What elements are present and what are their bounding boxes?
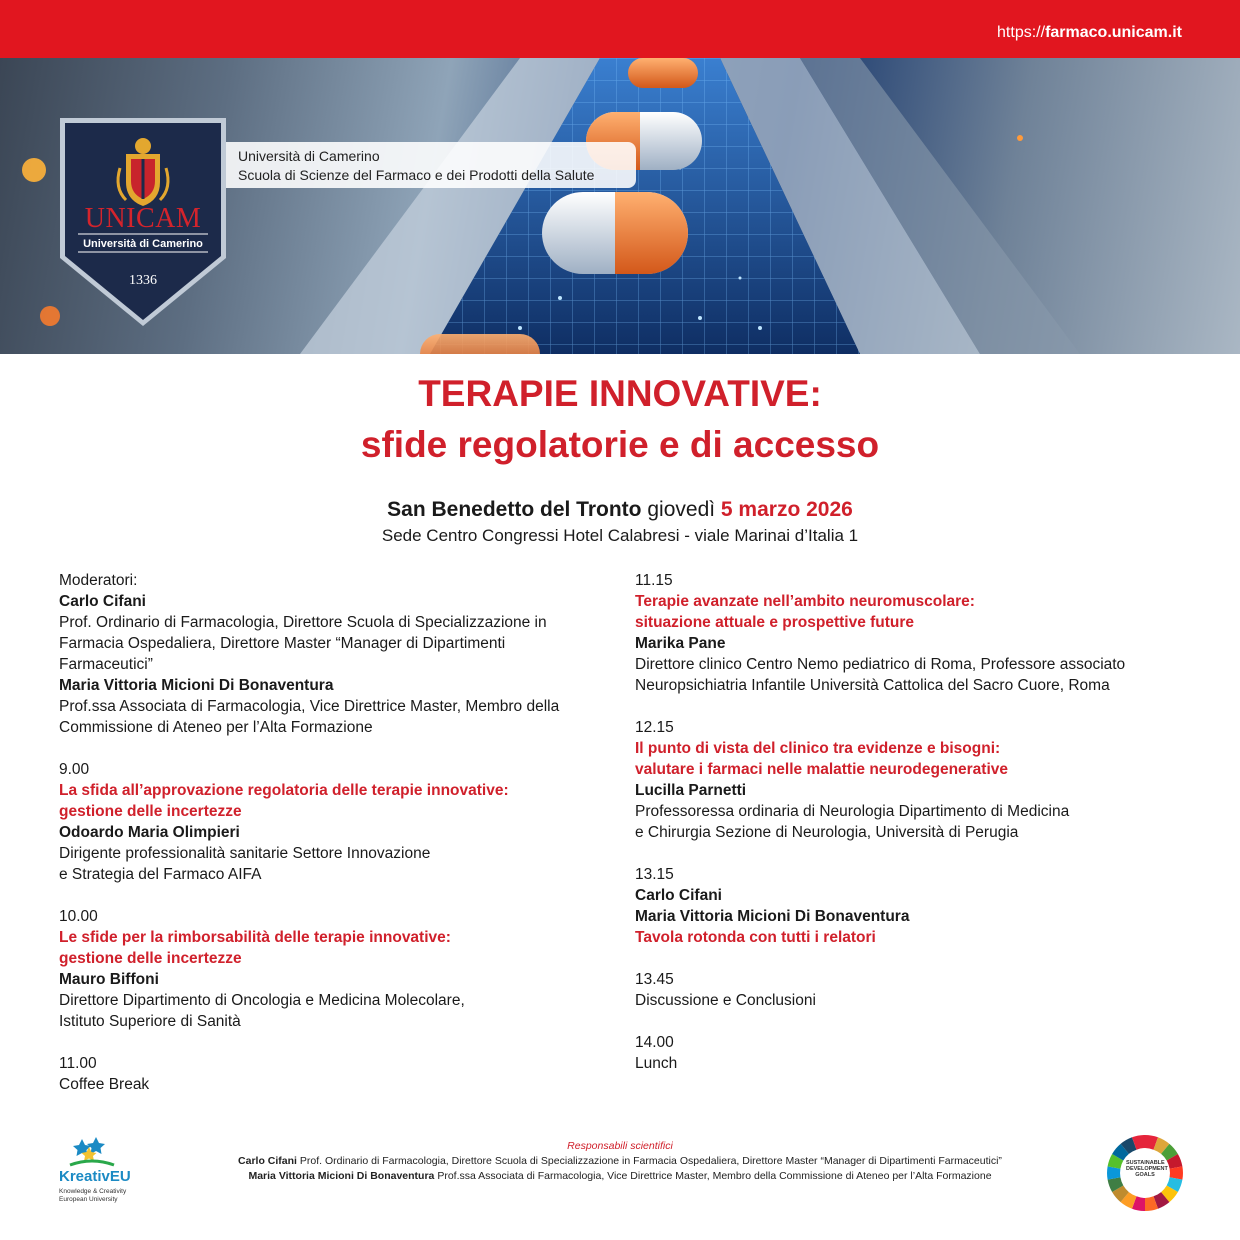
program-item-1100 <box>59 1053 599 1095</box>
moderator-role: Prof. Ordinario di Farmacologia, Direttore Scuola di Specializzazione in Farmacia Ospedaliera, Direttore Master “Manager di Dipartimenti Farmaceutici” <box>59 614 547 673</box>
footer-responsible-2 <box>0 1170 1240 1182</box>
talk-title: Terapie avanzate nell’ambito neuromuscolare: <box>635 593 975 610</box>
kreativeu-name-a: Kreativ <box>59 1168 110 1185</box>
program-time: 11.15 <box>635 572 673 589</box>
event-when <box>0 498 1240 522</box>
program-time: 10.00 <box>59 908 98 925</box>
top-bar <box>0 0 1240 58</box>
speaker-name: Carlo Cifani <box>635 887 722 904</box>
talk-title: La sfida all’approvazione regolatoria delle terapie innovative: <box>59 782 509 799</box>
moderator-role: Prof.ssa Associata di Farmacologia, Vice Direttrice Master, Membro della Commissione di Ateneo per l’Alta Formazione <box>59 698 560 736</box>
logo-name: UNICAM <box>84 203 202 234</box>
program-item-1400 <box>635 1032 1195 1074</box>
talk-title: gestione delle incertezze <box>59 803 242 820</box>
kreativeu-name-b: EU <box>109 1168 131 1185</box>
speaker-name: Maria Vittoria Micioni Di Bonaventura <box>635 908 910 925</box>
program-item-1115 <box>635 570 1195 696</box>
logo-year: 1336 <box>129 273 157 288</box>
speaker-role: Istituto Superiore di Sanità <box>59 1013 241 1030</box>
moderator-name: Carlo Cifani <box>59 593 146 610</box>
program-label: Lunch <box>635 1055 678 1072</box>
institution-box <box>226 142 636 188</box>
program-column-right <box>635 570 1195 1095</box>
institution-line-2: Scuola di Scienze del Farmaco e dei Prodotti della Salute <box>238 167 595 183</box>
speaker-role: Professoressa ordinaria di Neurologia Dipartimento di Medicina <box>635 803 1070 820</box>
speaker-role: e Strategia del Farmaco AIFA <box>59 866 262 883</box>
program-time: 14.00 <box>635 1034 674 1051</box>
speaker-role: Neuropsichiatria Infantile Università Cattolica del Sacro Cuore, Roma <box>635 677 1110 694</box>
talk-title: situazione attuale e prospettive future <box>635 614 915 631</box>
institution-line-1: Università di Camerino <box>238 148 380 164</box>
talk-title: gestione delle incertezze <box>59 950 242 967</box>
event-place: San Benedetto del Tronto <box>387 498 642 521</box>
talk-title: Il punto di vista del clinico tra evidenze e bisogni: <box>635 740 1001 757</box>
kreativeu-tagline-1: Knowledge & Creativity <box>59 1188 127 1195</box>
moderator-name: Maria Vittoria Micioni Di Bonaventura <box>59 677 334 694</box>
program-item-1315 <box>635 864 1195 948</box>
program-time: 13.15 <box>635 866 674 883</box>
kreativeu-tagline <box>59 1188 126 1204</box>
speaker-role: Direttore Dipartimento di Oncologia e Medicina Molecolare, <box>59 992 465 1009</box>
sdg-label: SUSTAINABLE DEVELOPMENT GOALS <box>1126 1160 1168 1178</box>
speaker-role: e Chirurgia Sezione di Neurologia, Università di Perugia <box>635 824 1019 841</box>
speaker-name: Marika Pane <box>635 635 726 652</box>
talk-title: Tavola rotonda con tutti i relatori <box>635 929 876 946</box>
website-link[interactable] <box>997 24 1182 42</box>
kreativeu-tagline-2: European University <box>59 1196 118 1203</box>
program-time: 12.15 <box>635 719 674 736</box>
footer-responsible-name: Carlo Cifani <box>238 1155 297 1167</box>
footer-responsible-role: Prof. Ordinario di Farmacologia, Direttore Scuola di Specializzazione in Farmacia Ospedaliera, Direttore Master “Manager di Dipartimenti Farmaceutici” <box>299 1155 1002 1167</box>
footer-responsible-name: Maria Vittoria Micioni Di Bonaventura <box>248 1170 435 1182</box>
footer-title: Responsabili scientifici <box>567 1140 673 1152</box>
speaker-name: Lucilla Parnetti <box>635 782 747 799</box>
logo-subtitle: Università di Camerino <box>83 238 203 250</box>
program-label: Coffee Break <box>59 1076 150 1093</box>
footer-responsible-role: Prof.ssa Associata di Farmacologia, Vice Direttrice Master, Membro della Commissione di Ateneo per l’Alta Formazione <box>437 1170 992 1182</box>
program-item-900 <box>59 759 599 885</box>
speaker-role: Direttore clinico Centro Nemo pediatrico di Roma, Professore associato <box>635 656 1126 673</box>
program-column-left <box>59 570 599 1116</box>
program-item-1215 <box>635 717 1195 843</box>
talk-title: valutare i farmaci nelle malattie neurodegenerative <box>635 761 1009 778</box>
talk-title: Le sfide per la rimborsabilità delle terapie innovative: <box>59 929 451 946</box>
program-item-1000 <box>59 906 599 1032</box>
speaker-name: Mauro Biffoni <box>59 971 159 988</box>
event-day: giovedì <box>647 498 716 521</box>
url-prefix: https:// <box>997 24 1046 41</box>
event-venue: Sede Centro Congressi Hotel Calabresi - viale Marinai d’Italia 1 <box>381 526 859 545</box>
speaker-role: Dirigente professionalità sanitarie Settore Innovazione <box>59 845 431 862</box>
footer-responsible-1 <box>0 1155 1240 1167</box>
program-label: Discussione e Conclusioni <box>635 992 816 1009</box>
moderators-block <box>59 570 599 738</box>
event-date: 5 marzo 2026 <box>720 498 853 521</box>
program-item-1345 <box>635 969 1195 1011</box>
program-time: 11.00 <box>59 1055 97 1072</box>
moderators-label: Moderatori: <box>59 572 138 589</box>
program-time: 9.00 <box>59 761 90 778</box>
url-domain: farmaco.unicam.it <box>1045 24 1182 41</box>
speaker-name: Odoardo Maria Olimpieri <box>59 824 240 841</box>
event-title-line-1: TERAPIE INNOVATIVE: <box>418 373 822 414</box>
program-time: 13.45 <box>635 971 674 988</box>
event-title-line-2: sfide regolatorie e di accesso <box>360 424 880 465</box>
